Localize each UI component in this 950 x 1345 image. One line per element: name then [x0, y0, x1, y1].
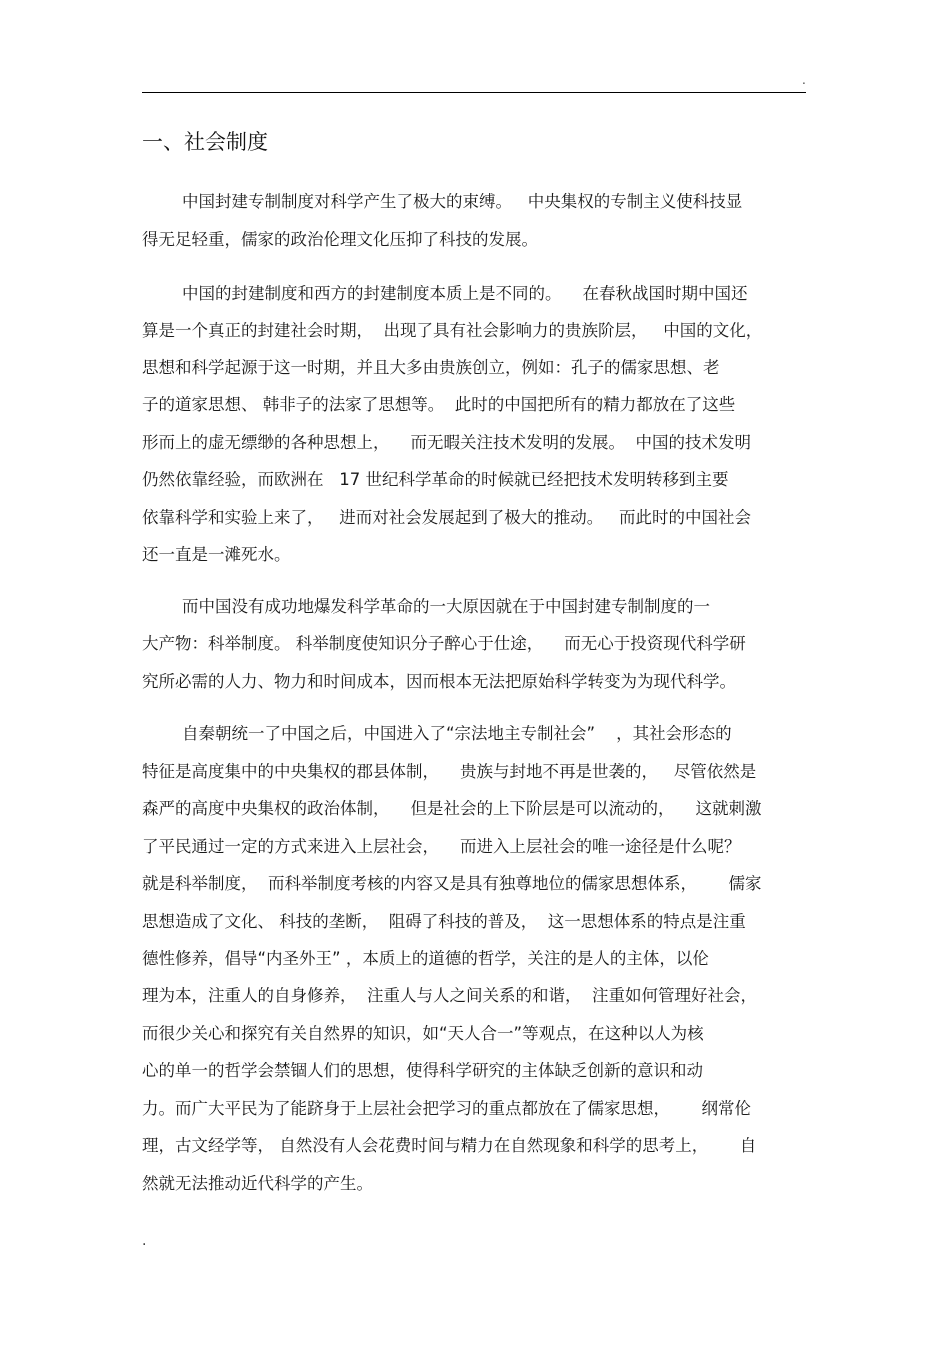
paragraph-2-line-3: 思想和科学起源于这一时期，并且大多由贵族创立，例如：孔子的儒家思想、老	[142, 358, 720, 377]
paragraph-1-line-1: 中国封建专制制度对科学产生了极大的束缚。 中央集权的专制主义使科技显	[182, 192, 743, 211]
paragraph-3-line-2: 大产物：科举制度。 科举制度使知识分子醉心于仕途， 而无心于投资现代科学研	[142, 634, 746, 653]
paragraph-4-line-8: 理为本，注重人的自身修养， 注重人与人之间关系的和谐， 注重如何管理好社会，	[142, 986, 757, 1005]
paragraph-2-line-6: 仍然依靠经验，而欧洲在 17 世纪科学革命的时候就已经把技术发明转移到主要	[142, 470, 729, 489]
section-title: 一、社会制度	[142, 130, 268, 154]
paragraph-4-line-10: 心的单一的哲学会禁锢人们的思想，使得科学研究的主体缺乏创新的意识和动	[142, 1061, 703, 1080]
paragraph-4-line-7: 德性修养，倡导“内圣外王” ，本质上的道德的哲学，关注的是人的主体，以伦	[142, 949, 709, 968]
header-rule	[142, 92, 806, 93]
paragraph-3-line-3: 究所必需的人力、物力和时间成本，因而根本无法把原始科学转变为为现代科学。	[142, 672, 736, 691]
paragraph-4-line-6: 思想造成了文化、 科技的垄断， 阻碍了科技的普及， 这一思想体系的特点是注重	[142, 912, 746, 931]
paragraph-4-line-11: 力。而广大平民为了能跻身于上层社会把学习的重点都放在了儒家思想， 纲常伦	[142, 1099, 751, 1118]
footer-mark: .	[142, 1233, 147, 1249]
paragraph-3-line-1: 而中国没有成功地爆发科学革命的一大原因就在于中国封建专制制度的一	[182, 597, 710, 616]
paragraph-2-line-2: 算是一个真正的封建社会时期， 出现了具有社会影响力的贵族阶层， 中国的文化，	[142, 321, 763, 340]
paragraph-4-line-13: 然就无法推动近代科学的产生。	[142, 1174, 373, 1193]
paragraph-2-line-5: 形而上的虚无缥缈的各种思想上， 而无暇关注技术发明的发展。 中国的技术发明	[142, 433, 751, 452]
paragraph-4-line-12: 理，古文经学等， 自然没有人会花费时间与精力在自然现象和科学的思考上， 自	[142, 1136, 757, 1155]
paragraph-4-line-1: 自秦朝统一了中国之后，中国进入了“宗法地主专制社会” ，其社会形态的	[182, 724, 732, 743]
paragraph-4-line-2: 特征是高度集中的中央集权的郡县体制， 贵族与封地不再是世袭的， 尽管依然是	[142, 762, 757, 781]
paragraph-2-line-8: 还一直是一滩死水。	[142, 545, 291, 564]
paragraph-4-line-5: 就是科举制度， 而科举制度考核的内容又是具有独尊地位的儒家思想体系， 儒家	[142, 874, 762, 893]
paragraph-4-line-4: 了平民通过一定的方式来进入上层社会， 而进入上层社会的唯一途径是什么呢？	[142, 837, 741, 856]
paragraph-4-line-9: 而很少关心和探究有关自然界的知识，如“天人合一”等观点，在这种以人为核	[142, 1024, 704, 1043]
paragraph-4-line-3: 森严的高度中央集权的政治体制， 但是社会的上下阶层是可以流动的， 这就刺激	[142, 799, 762, 818]
paragraph-1-line-2: 得无足轻重，儒家的政治伦理文化压抑了科技的发展。	[142, 230, 538, 249]
paragraph-2-line-4: 子的道家思想、 韩非子的法家了思想等。 此时的中国把所有的精力都放在了这些	[142, 395, 736, 414]
paragraph-2-line-7: 依靠科学和实验上来了， 进而对社会发展起到了极大的推动。 而此时的中国社会	[142, 508, 751, 527]
header-corner-mark: .	[802, 73, 806, 87]
paragraph-2-line-1: 中国的封建制度和西方的封建制度本质上是不同的。 在春秋战国时期中国还	[182, 284, 748, 303]
